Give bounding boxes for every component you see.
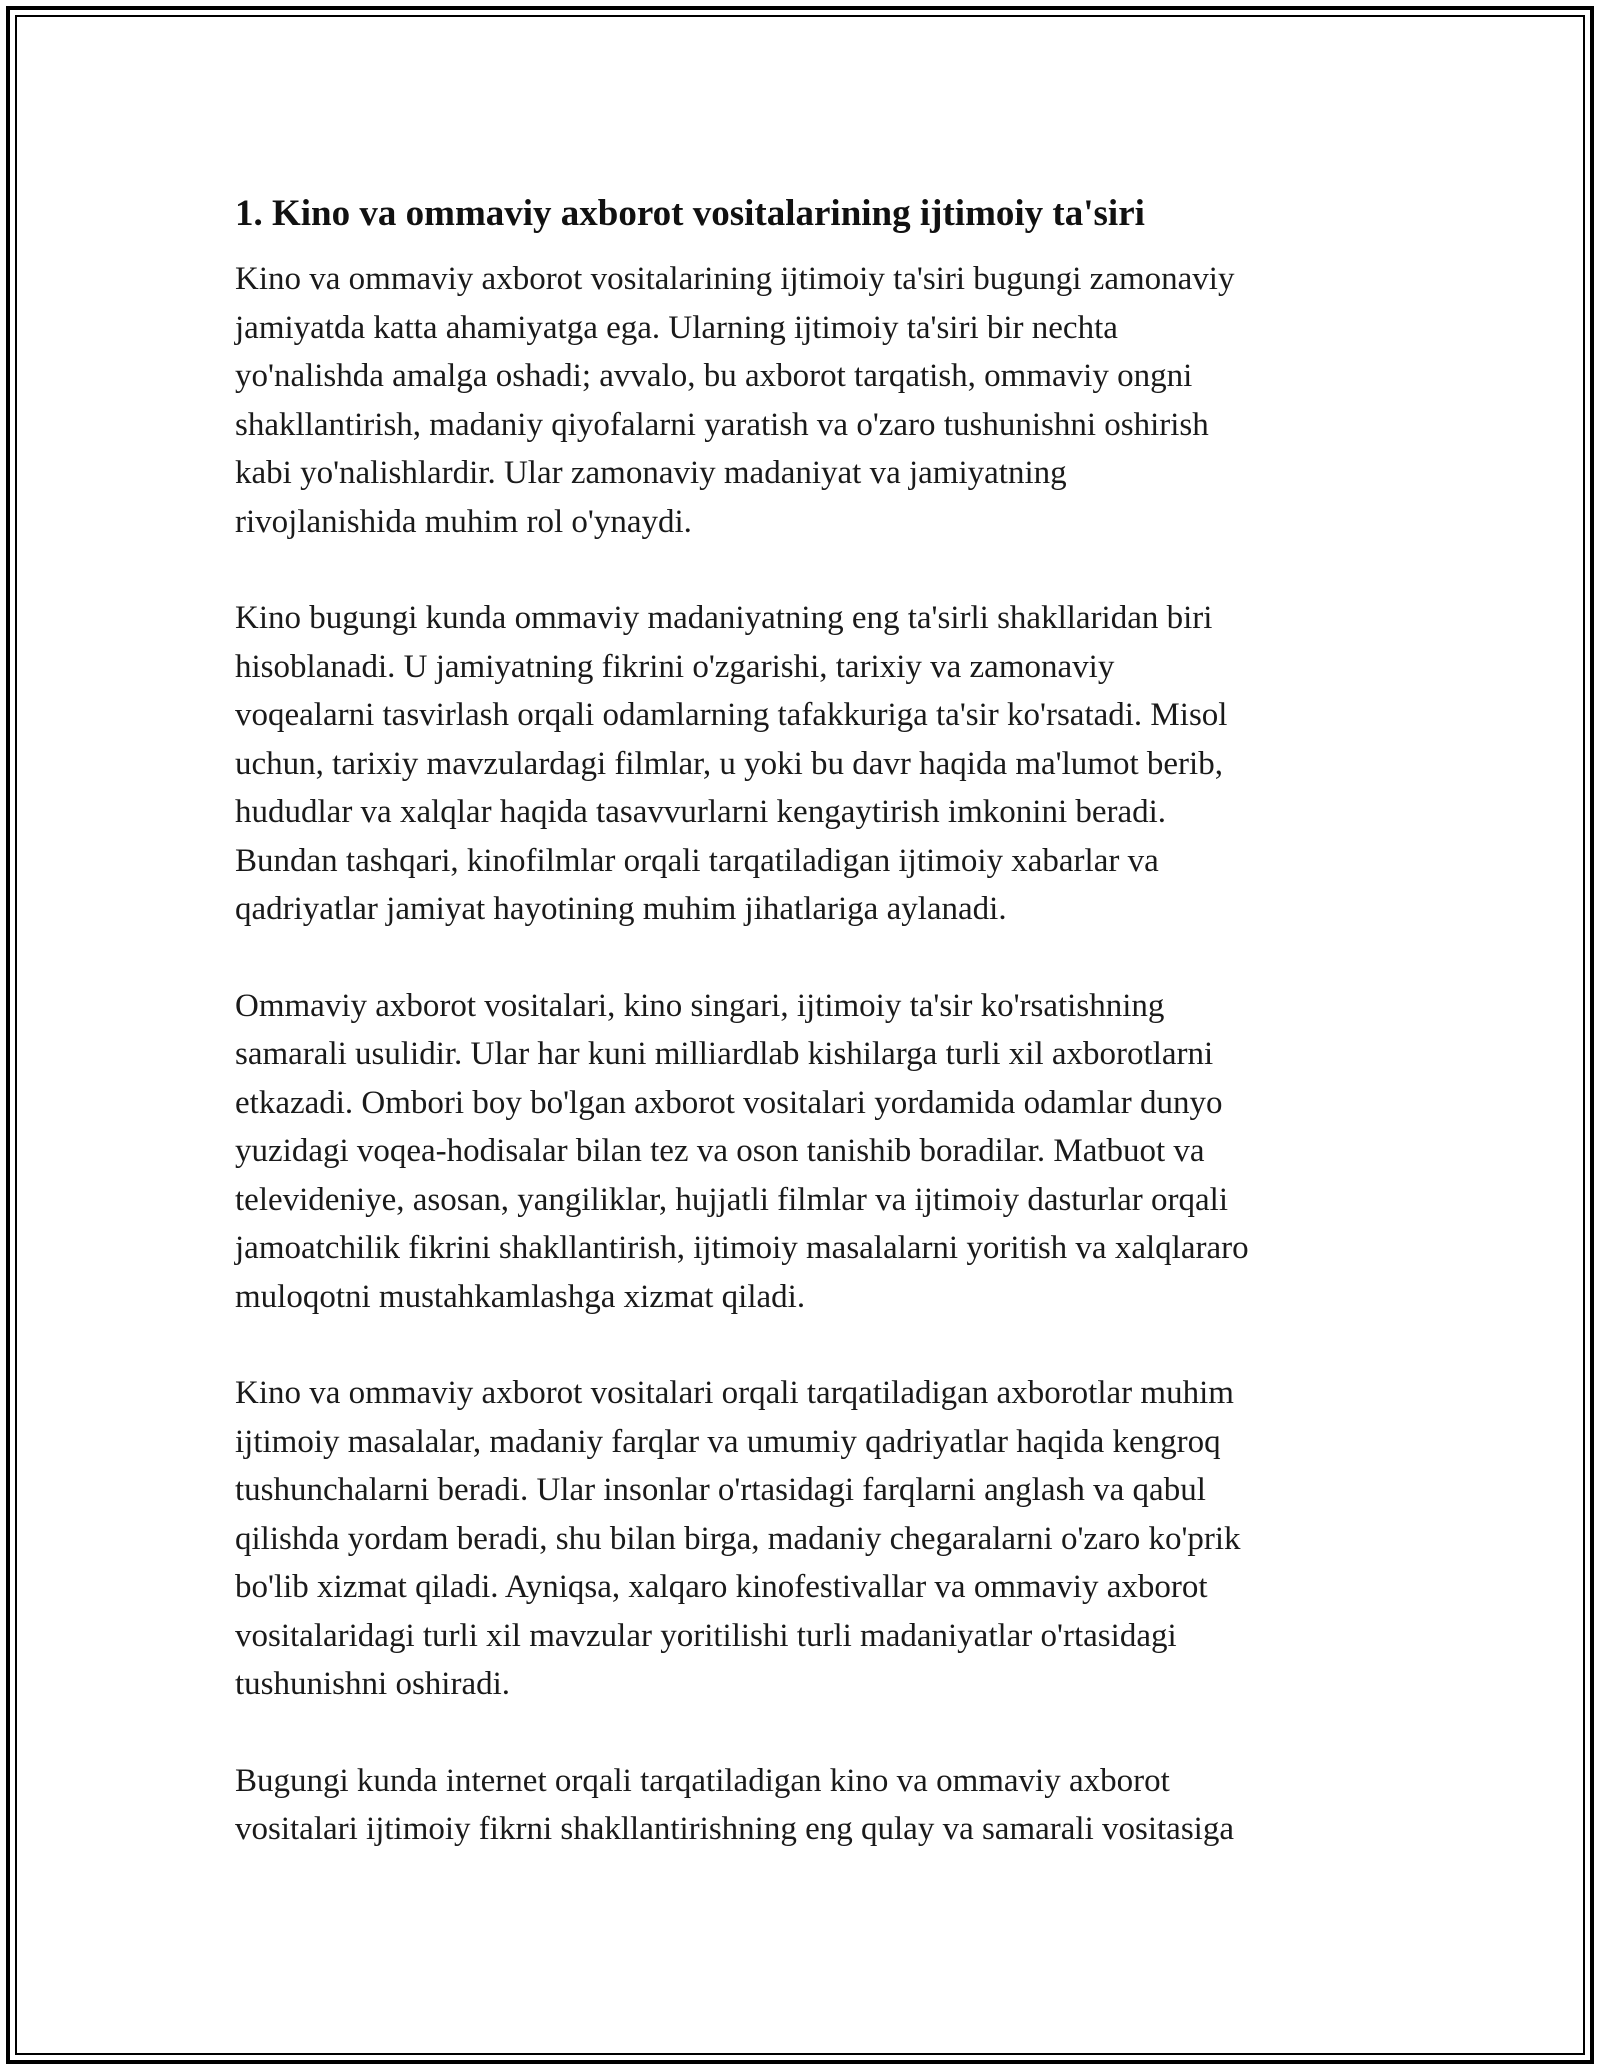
paragraph-2: Kino bugungi kunda ommaviy madaniyatning eng ta'sirli shakllaridan biri hisoblanadi. U jamiyatning fikrini o'zgarishi, tarixiy va zamonaviy voqealarni tasvirlash orqali odamlarning tafakkuriga ta'sir ko'rsatadi. Misol uchun, tarixiy mavzulardagi filmlar, u yoki bu davr haqida ma'lumot berib, hududlar va xalqlar haqida tasavvurlarni kengaytirish imkonini beradi. Bundan tashqari, kinofilmlar orqali tarqatiladigan ijtimoiy xabarlar va qadriyatlar jamiyat hayotining muhim jihatlariga aylanadi. bbox=[235, 600, 1228, 927]
paragraph-1: Kino va ommaviy axborot vositalarining ijtimoiy ta'siri bugungi zamonaviy jamiyatda katta ahamiyatga ega. Ularning ijtimoiy ta'siri bir nechta yo'nalishda amalga oshadi; avvalo, bu axborot tarqatish, ommaviy ongni shakllantirish, madaniy qiyofalarni yaratish va o'zaro tushunishni oshirish kabi yo'nalishlardir. Ular zamonaviy madaniyat va jamiyatning rivojlanishida muhim rol o'ynaydi. bbox=[235, 261, 1235, 540]
paragraph-5: Bugungi kunda internet orqali tarqatiladigan kino va ommaviy axborot vositalari ijtimoiy fikrni shakllantirishning eng qulay va samarali vositasiga bbox=[235, 1762, 1234, 1847]
section-heading: 1. Kino va ommaviy axborot vositalarining ijtimoiy ta'siri bbox=[235, 193, 1145, 234]
document-body bbox=[235, 185, 1385, 1902]
paragraph-4: Kino va ommaviy axborot vositalari orqali tarqatiladigan axborotlar muhim ijtimoiy masalalar, madaniy farqlar va umumiy qadriyatlar haqida kengroq tushunchalarni beradi. Ular insonlar o'rtasidagi farqlarni anglash va qabul qilishda yordam beradi, shu bilan birga, madaniy chegaralarni o'zaro ko'prik bo'lib xizmat qiladi. Ayniqsa, xalqaro kinofestivallar va ommaviy axborot vositalaridagi turli xil mavzular yoritilishi turli madaniyatlar o'rtasidagi tushunishni oshiradi. bbox=[235, 1375, 1241, 1702]
paragraph-3: Ommaviy axborot vositalari, kino singari, ijtimoiy ta'sir ko'rsatishning samarali usulidir. Ular har kuni milliardlab kishilarga turli xil axborotlarni etkazadi. Ombori boy bo'lgan axborot vositalari yordamida odamlar dunyo yuzidagi voqea-hodisalar bilan tez va oson tanishib boradilar. Matbuot va televideniye, asosan, yangiliklar, hujjatli filmlar va ijtimoiy dasturlar orqali jamoatchilik fikrini shakllantirish, ijtimoiy masalalarni yoritish va xalqlararo muloqotni mustahkamlashga xizmat qiladi. bbox=[235, 987, 1249, 1315]
